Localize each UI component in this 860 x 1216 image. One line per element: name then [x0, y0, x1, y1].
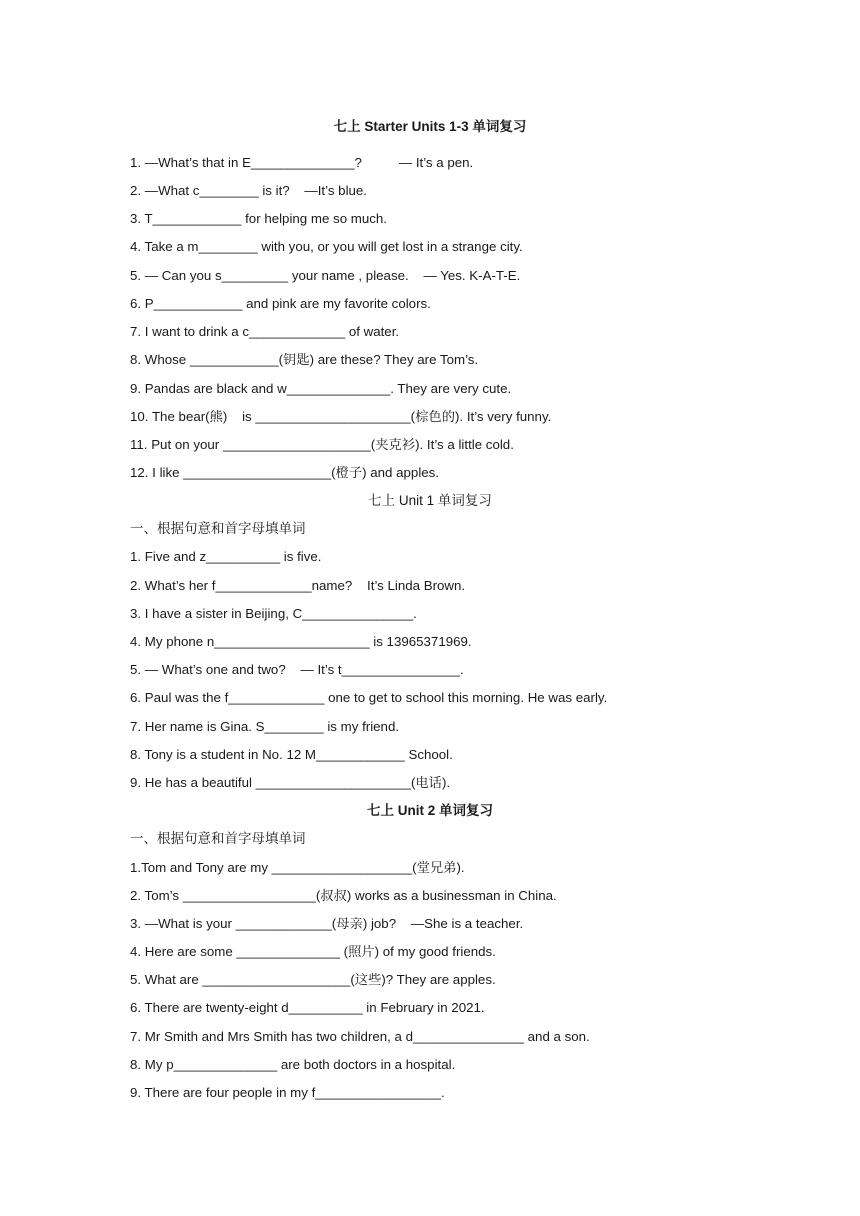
- exercise-line: 5. — Can you s_________ your name , please. — Yes. K-A-T-E.: [130, 268, 521, 283]
- exercise-line: 6. P____________ and pink are my favorite colors.: [130, 296, 431, 311]
- exercise-line: 9. Pandas are black and w______________. They are very cute.: [130, 381, 512, 396]
- exercise-line: 3. I have a sister in Beijing, C_______________.: [130, 606, 417, 621]
- exercise-line: 2. Tom’s __________________(叔叔) works as a businessman in China.: [130, 888, 557, 903]
- exercise-line: 3. T____________ for helping me so much.: [130, 211, 388, 226]
- exercise-line: 8. Tony is a student in No. 12 M____________ School.: [130, 747, 453, 762]
- exercise-line: 8. My p______________ are both doctors in a hospital.: [130, 1057, 456, 1072]
- exercise-line: 10. The bear(熊) is _____________________(棕色的). It’s very funny.: [130, 409, 552, 424]
- exercise-line: 7. Her name is Gina. S________ is my friend.: [130, 719, 400, 734]
- exercise-line: 4. Take a m________ with you, or you will get lost in a strange city.: [130, 239, 523, 254]
- exercise-line: 2. What’s her f_____________name? It’s Linda Brown.: [130, 578, 466, 593]
- exercise-line: 6. Paul was the f_____________ one to get to school this morning. He was early.: [130, 690, 608, 705]
- exercise-line: 5. — What’s one and two? — It’s t________________.: [130, 662, 464, 677]
- exercise-line: 9. There are four people in my f_________________.: [130, 1085, 445, 1100]
- exercise-line: 7. Mr Smith and Mrs Smith has two children, a d_______________ and a son.: [130, 1029, 590, 1044]
- exercise-line: 3. —What is your _____________(母亲) job? —She is a teacher.: [130, 916, 524, 931]
- exercise-line: 4. My phone n_____________________ is 13965371969.: [130, 634, 472, 649]
- section-instruction: 一、根据句意和首字母填单词: [130, 521, 306, 537]
- heading-unit-2: 七上 Unit 2 单词复习: [366, 803, 493, 818]
- section-instruction: 一、根据句意和首字母填单词: [130, 831, 306, 847]
- exercise-line: 8. Whose ____________(钥匙) are these? They are Tom’s.: [130, 352, 479, 367]
- exercise-line: 12. I like ____________________(橙子) and apples.: [130, 465, 440, 480]
- heading-unit-1: 七上 Unit 1 单词复习: [368, 493, 492, 508]
- exercise-line: 2. —What c________ is it? —It’s blue.: [130, 183, 368, 198]
- heading-starter-units: 七上 Starter Units 1-3 单词复习: [333, 119, 527, 134]
- exercise-line: 9. He has a beautiful _____________________(电话).: [130, 775, 451, 790]
- exercise-line: 11. Put on your ____________________(夹克衫). It’s a little cold.: [130, 437, 514, 452]
- exercise-line: 1. Five and z__________ is five.: [130, 549, 322, 564]
- exercise-line: 1.Tom and Tony are my ___________________(堂兄弟).: [130, 860, 465, 875]
- exercise-line: 4. Here are some ______________ (照片) of my good friends.: [130, 944, 496, 959]
- exercise-line: 5. What are ____________________(这些)? They are apples.: [130, 972, 496, 987]
- exercise-line: 1. —What’s that in E______________? — It’s a pen.: [130, 155, 474, 170]
- exercise-line: 6. There are twenty-eight d__________ in February in 2021.: [130, 1000, 485, 1015]
- exercise-line: 7. I want to drink a c_____________ of water.: [130, 324, 400, 339]
